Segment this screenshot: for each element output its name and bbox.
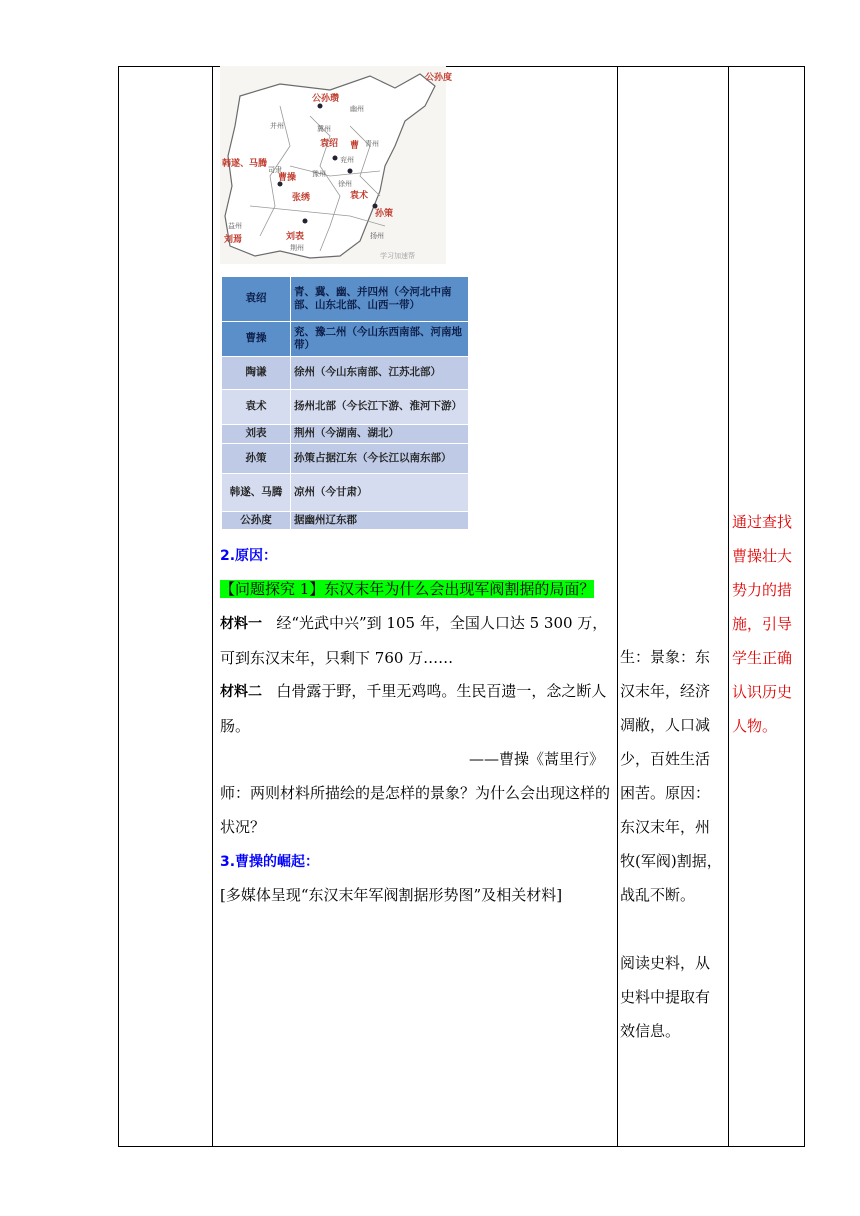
section-heading: 3.曹操的崛起： — [220, 854, 320, 870]
warlord-name: 孙策 — [222, 443, 291, 473]
map-label: 徐州 — [338, 180, 352, 188]
section-heading: 2.原因： — [220, 548, 278, 564]
column-divider — [617, 66, 618, 1147]
section-cause — [220, 538, 612, 573]
warlord-name: 袁术 — [222, 389, 291, 424]
map-label: 袁绍 — [320, 139, 339, 149]
student-task: 阅读史料，从史料中提取有效信息。 — [620, 954, 711, 1040]
warlord-territory: 荆州（今湖南、湖北） — [291, 424, 469, 443]
material-label: 材料一 — [220, 616, 262, 632]
table-row — [222, 443, 468, 473]
warlord-territory: 扬州北部（今长江下游、淮河下游） — [291, 389, 469, 424]
teacher-activity-column — [220, 66, 616, 1147]
map-label: 兖州 — [340, 156, 354, 164]
material-text: 经“光武中兴”到 105 年，全国人口达 5 300 万，可到东汉末年，只剩下 760 万…… — [220, 614, 608, 667]
map-label: 青州 — [365, 140, 379, 148]
multimedia-note: [多媒体呈现“东汉末年军阀割据形势图”及相关材料] — [220, 886, 563, 904]
inquiry-highlight: 【问题探究 1】东汉末年为什么会出现军阀割据的局面？ — [220, 580, 595, 598]
material-text: 白骨露于野，千里无鸡鸣。生民百遗一，念之断人肠。 — [220, 682, 607, 735]
student-activity-column — [620, 640, 724, 1048]
warlord-territory: 兖、豫二州（今山东西南部、河南地带） — [291, 321, 469, 356]
map-label: 司隶 — [268, 166, 282, 174]
table-row — [222, 389, 468, 424]
map-label: 曹 — [350, 141, 360, 151]
map-label: 公孙瓒 — [312, 94, 340, 104]
warlord-territory: 凉州（今甘肃） — [291, 473, 469, 511]
student-answer: 生：景象：东汉末年，经济凋敝，人口减少，百姓生活困苦。原因：东汉末年，州牧(军阀)割据，战乱不断。 — [620, 648, 722, 904]
map-label: 豫州 — [312, 170, 326, 178]
map-label: 刘焉 — [224, 235, 243, 245]
map-label: 公孙度 — [425, 73, 453, 83]
warlord-name: 曹操 — [222, 321, 291, 356]
inquiry-line — [220, 572, 612, 606]
table-row — [222, 321, 468, 356]
map-label: 荆州 — [290, 244, 304, 252]
warlord-table — [222, 277, 468, 530]
table-row — [222, 473, 468, 511]
warlord-name: 刘表 — [222, 424, 291, 443]
map-label: 孙策 — [375, 209, 394, 219]
table-row — [222, 511, 468, 529]
map-label: 刘表 — [286, 232, 305, 242]
design-intent-column: 通过查找曹操壮大势力的措施，引导学生正确认识历史人物。 — [732, 513, 793, 735]
map-label: 韩遂、马腾 — [222, 159, 268, 169]
table-row — [222, 356, 468, 389]
warlord-name: 韩遂、马腾 — [222, 473, 291, 511]
teacher-question: 师：两则材料所描绘的是怎样的景象？为什么会出现这样的状况？ — [220, 784, 611, 836]
warlord-map-image — [220, 66, 453, 264]
material-two — [220, 674, 612, 743]
map-label: 并州 — [270, 122, 284, 130]
warlord-name: 陶谦 — [222, 356, 291, 389]
map-label: 扬州 — [370, 232, 384, 240]
warlord-territory: 青、冀、幽、并四州（今河北中南部、山东北部、山西一带） — [291, 277, 469, 321]
map-label: 冀州 — [317, 125, 331, 133]
warlord-territory: 据幽州辽东郡 — [291, 511, 469, 529]
map-label: 幽州 — [350, 105, 364, 113]
warlord-name: 公孙度 — [222, 511, 291, 529]
table-row — [222, 424, 468, 443]
warlord-territory: 徐州（今山东南部、江苏北部） — [291, 356, 469, 389]
map-watermark: 学习加速帮 — [380, 252, 415, 260]
material-label: 材料二 — [220, 684, 262, 700]
warlord-name: 袁绍 — [222, 277, 291, 321]
map-label: 曹操 — [278, 173, 297, 183]
map-label: 益州 — [228, 222, 242, 230]
table-row — [222, 277, 468, 321]
citation: ——曹操《蒿里行》 — [468, 750, 604, 768]
map-label: 张绣 — [292, 193, 311, 203]
column-divider — [728, 66, 729, 1147]
material-one — [220, 606, 612, 675]
warlord-territory: 孙策占据江东（今长江以南东部） — [291, 443, 469, 473]
column-divider — [212, 66, 213, 1147]
section-rise — [220, 844, 612, 879]
map-label: 袁术 — [350, 191, 369, 201]
